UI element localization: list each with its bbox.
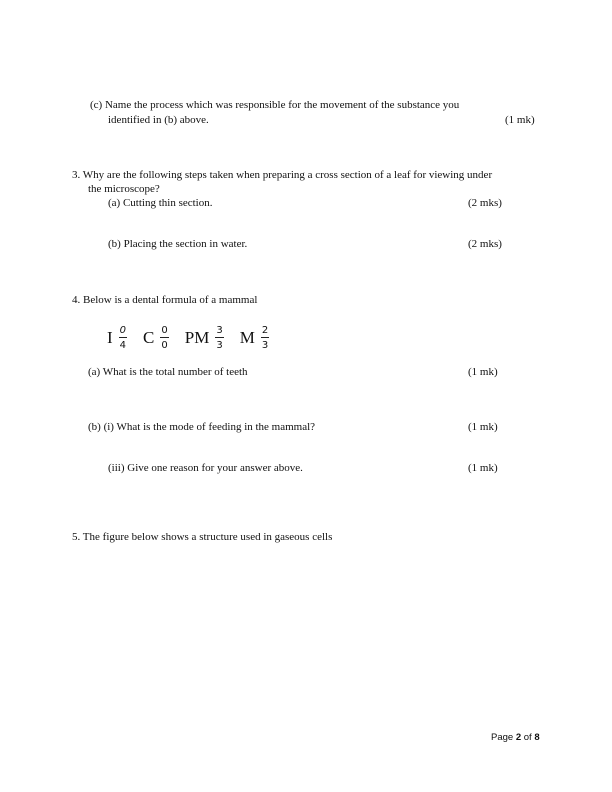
footer-page-word: Page: [491, 732, 514, 743]
q2c-text-line1: (c) Name the process which was responsible for the movement of the substance you: [90, 99, 460, 111]
formula-premolar-label: PM: [184, 328, 210, 347]
footer-current-page: 2: [515, 732, 522, 743]
formula-canine-label: C: [143, 328, 155, 347]
q4biii-text: (iii) Give one reason for your answer above.: [108, 462, 303, 474]
page-number-footer: [491, 732, 540, 743]
formula-molar-upper: 2: [261, 325, 269, 336]
q3b-text: (b) Placing the section in water.: [108, 238, 248, 250]
formula-canine-upper: 0: [161, 325, 168, 336]
formula-premolar-fraction: [215, 325, 223, 351]
formula-canine-fraction: [160, 325, 168, 351]
formula-canine-lower: 0: [161, 340, 168, 351]
q4bi-text: (b) (i) What is the mode of feeding in the mammal?: [88, 421, 316, 433]
footer-total-pages: 8: [534, 732, 540, 743]
formula-incisor-label: I: [107, 328, 113, 347]
q4-stem: 4. Below is a dental formula of a mammal: [72, 294, 258, 306]
q2c-marks: (1 mk): [505, 114, 535, 126]
formula-incisor-fraction: [119, 325, 127, 351]
dental-formula: [107, 318, 285, 358]
formula-premolar-upper: 3: [216, 325, 223, 336]
footer-of-word: of: [523, 732, 532, 743]
q5-stem: 5. The figure below shows a structure used in gaseous cells: [72, 531, 333, 543]
q3-stem-line1: 3. Why are the following steps taken when preparing a cross section of a leaf for viewing under: [72, 169, 493, 181]
q4biii-marks: (1 mk): [468, 462, 498, 474]
formula-incisor-lower: 4: [119, 340, 127, 351]
q4a-marks: (1 mk): [468, 366, 498, 378]
formula-molar-lower: 3: [261, 340, 269, 351]
formula-incisor-upper: 0: [119, 325, 127, 336]
q3a-text: (a) Cutting thin section.: [108, 197, 213, 209]
q2c-text-line2: identified in (b) above.: [108, 114, 209, 126]
q3-stem-line2: the microscope?: [88, 183, 160, 195]
formula-molar-label: M: [239, 328, 255, 347]
q4bi-marks: (1 mk): [468, 421, 498, 433]
formula-premolar-lower: 3: [216, 340, 223, 351]
formula-molar-fraction: [261, 325, 269, 351]
q3b-marks: (2 mks): [468, 238, 502, 250]
q4a-text: (a) What is the total number of teeth: [88, 366, 248, 378]
q3a-marks: (2 mks): [468, 197, 502, 209]
